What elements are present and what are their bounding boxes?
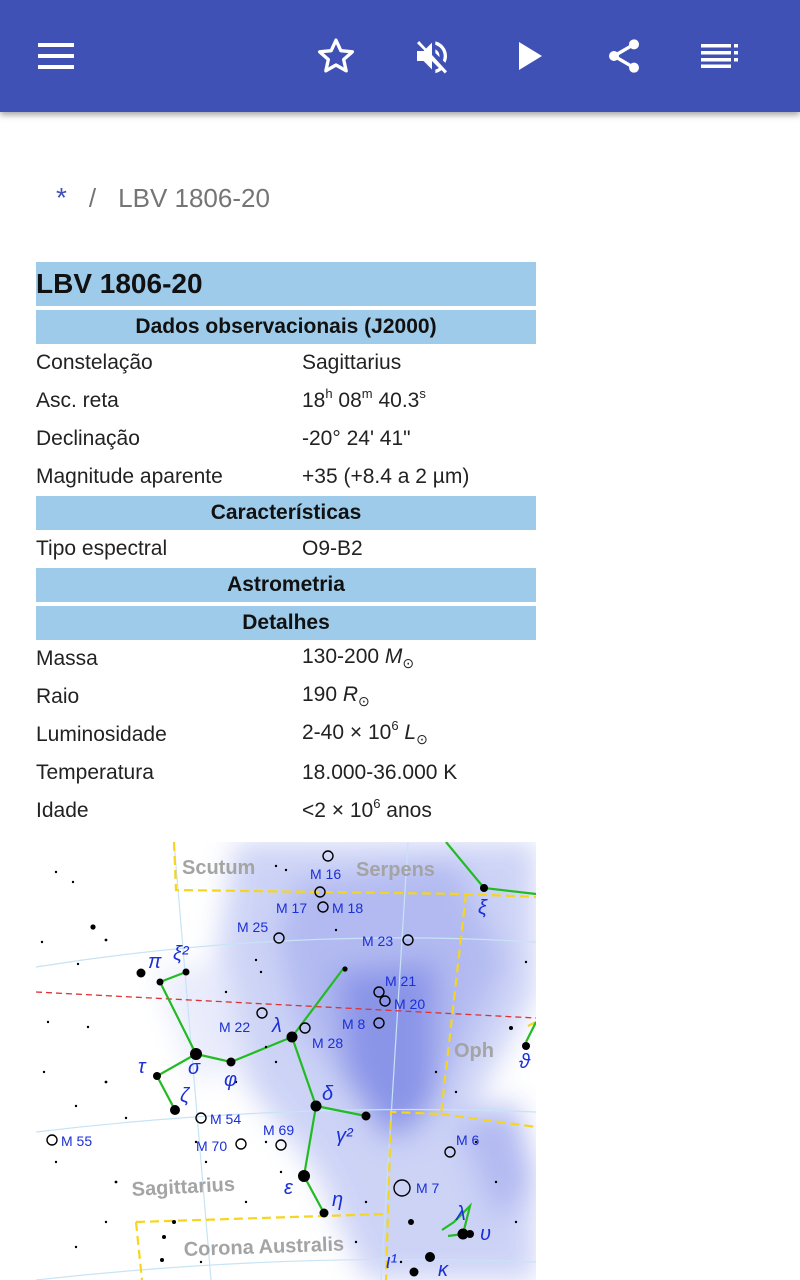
svg-text:M 16: M 16: [310, 866, 342, 882]
section-observational: Dados observacionais (J2000): [36, 310, 536, 344]
row-label: Temperatura: [36, 761, 154, 784]
row-mass: [36, 640, 536, 678]
svg-text:Oph: Oph: [454, 1040, 494, 1062]
row-value: 18$^h$ 08$^m$ 40.3$^s$: [302, 386, 426, 412]
row-value[interactable]: Sagittarius: [302, 351, 402, 374]
row-label: Tipo espectral: [36, 537, 168, 560]
svg-text:Serpens: Serpens: [356, 859, 435, 881]
svg-text:η: η: [332, 1189, 344, 1211]
menu-icon[interactable]: [28, 28, 84, 84]
infobox-title: LBV 1806-20: [36, 262, 536, 306]
svg-text:M 17: M 17: [276, 900, 308, 916]
row-luminosity: [36, 716, 536, 754]
svg-text:γ²: γ²: [336, 1125, 353, 1147]
svg-text:M 28: M 28: [312, 1035, 344, 1051]
row-spectral-type: [36, 530, 536, 568]
star-chart-image[interactable]: [36, 842, 536, 1280]
svg-text:ξ: ξ: [478, 897, 487, 919]
svg-text:M 22: M 22: [219, 1019, 251, 1035]
svg-text:M 23: M 23: [362, 933, 394, 949]
svg-text:M 7: M 7: [416, 1180, 440, 1196]
row-value: $2-40 \times 10^6$ $L_⊙$: [302, 718, 428, 748]
svg-text:ξ²: ξ²: [173, 943, 189, 965]
row-magnitude: [36, 458, 536, 496]
row-label: Declinação: [36, 427, 140, 450]
section-astrometry: Astrometria: [36, 568, 536, 602]
svg-text:φ: φ: [224, 1069, 238, 1091]
row-label: Idade: [36, 799, 89, 822]
row-value: +35 (+8.4 a 2 µm): [302, 465, 470, 488]
svg-text:ε: ε: [284, 1177, 293, 1199]
section-details: Detalhes: [36, 606, 536, 640]
row-label: Magnitude aparente: [36, 465, 223, 488]
row-value: 190 $R_⊙$: [302, 683, 370, 710]
svg-text:κ: κ: [438, 1259, 448, 1280]
row-value: 130-200 $M_⊙$: [302, 645, 415, 672]
list-icon[interactable]: [692, 28, 748, 84]
infobox: [36, 262, 536, 830]
svg-text:M 70: M 70: [196, 1138, 228, 1154]
svg-text:M 54: M 54: [210, 1111, 242, 1127]
svg-text:λ: λ: [272, 1015, 282, 1037]
svg-text:υ: υ: [480, 1223, 491, 1245]
row-radius: [36, 678, 536, 716]
svg-text:ζ: ζ: [180, 1085, 190, 1107]
svg-text:Corona Australis: Corona Australis: [183, 1233, 345, 1261]
row-label: Massa: [36, 647, 98, 670]
breadcrumb-home-link[interactable]: *: [56, 182, 67, 213]
svg-text:M 25: M 25: [237, 919, 269, 935]
row-value: $<2 \times 10^6$ anos: [302, 796, 432, 822]
breadcrumb-separator: /: [88, 183, 97, 213]
row-age: [36, 792, 536, 830]
row-declination: [36, 420, 536, 458]
svg-text:Sagittarius: Sagittarius: [131, 1173, 236, 1201]
svg-text:δ: δ: [322, 1083, 334, 1105]
svg-text:M 69: M 69: [263, 1122, 295, 1138]
row-label: Constelação: [36, 351, 153, 374]
row-label: Asc. reta: [36, 389, 119, 412]
row-value: 18.000-36.000 K: [302, 761, 458, 784]
svg-text:Scutum: Scutum: [182, 857, 256, 879]
app-bar: [0, 0, 800, 112]
svg-text:M 6: M 6: [456, 1132, 480, 1148]
svg-text:M 18: M 18: [332, 900, 364, 916]
share-icon[interactable]: [596, 28, 652, 84]
svg-text:M 55: M 55: [61, 1133, 93, 1149]
svg-text:λ: λ: [456, 1203, 466, 1225]
svg-text:τ: τ: [138, 1056, 146, 1078]
row-temperature: [36, 754, 536, 792]
star-icon[interactable]: [308, 28, 364, 84]
breadcrumb: [56, 182, 270, 214]
svg-text:ϑ: ϑ: [519, 1051, 530, 1073]
row-right-ascension: [36, 382, 536, 420]
svg-text:ι¹: ι¹: [386, 1251, 398, 1273]
row-label: Luminosidade: [36, 723, 167, 746]
volume-off-icon[interactable]: [404, 28, 460, 84]
svg-text:π: π: [148, 951, 162, 973]
row-constellation: [36, 344, 536, 382]
breadcrumb-current: LBV 1806-20: [118, 183, 270, 213]
section-characteristics: Características: [36, 496, 536, 530]
row-label: Raio: [36, 685, 80, 708]
row-value: -20° 24' 41": [302, 427, 411, 450]
svg-text:M 20: M 20: [394, 996, 426, 1012]
svg-text:M 21: M 21: [385, 973, 417, 989]
row-value[interactable]: O9-B2: [302, 537, 363, 560]
play-icon[interactable]: [502, 28, 558, 84]
svg-text:M 8: M 8: [342, 1016, 366, 1032]
svg-text:σ: σ: [188, 1057, 201, 1079]
